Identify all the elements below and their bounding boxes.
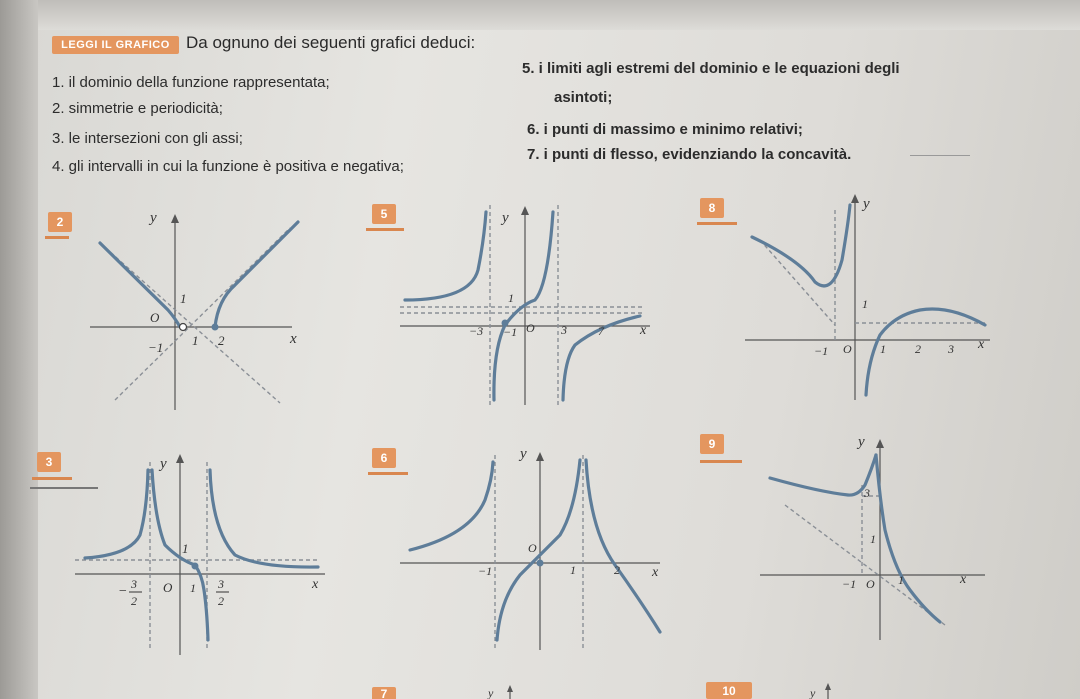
tick-label: 2 [614,563,620,577]
y-axis-label: y [502,210,509,226]
x-axis-label: x [312,577,319,592]
origin-label: O [528,541,537,555]
exercise-number-10: 10 [706,682,752,699]
y-axis-label: y [160,456,167,472]
tick-label: −1 [814,344,829,358]
instruction-item-3: 3. le intersezioni con gli assi; [52,130,243,147]
tick-label: 1 [898,573,904,587]
exercise-instructions-title: Da ognuno dei seguenti grafici deduci: [186,33,476,52]
y-axis-label: y [150,210,157,226]
tick-label: 1 [180,291,187,306]
exercise-number-9: 9 [700,434,724,454]
tick-label: 3 [561,323,567,337]
x-axis-label: x [960,572,967,587]
tick-label: −1 [478,564,493,578]
tick-label: 1 [190,581,196,595]
tick-label: 3 [864,486,870,500]
tick-label: −3 [469,324,484,338]
leggi-il-grafico-tag: LEGGI IL GRAFICO [52,36,179,54]
fraction-denominator: 2 [218,594,224,608]
origin-label: O [163,580,173,595]
fraction-minus-sign: − [118,584,128,599]
exercise-number-5: 5 [372,204,396,224]
tick-label: −1 [148,340,164,355]
y-axis-label: y [858,434,865,450]
tick-label: −1 [503,325,518,339]
origin-label: O [526,321,535,335]
tick-label: 2 [218,333,225,348]
instruction-item-5-continued: asintoti; [554,89,613,106]
tick-label: 7 [598,324,604,338]
x-axis-label: x [290,331,297,347]
tick-label: 1 [570,563,576,577]
exercise-number-8: 8 [700,198,724,218]
fraction-numerator: 3 [131,577,137,591]
instruction-item-4: 4. gli intervalli in cui la funzione è positiva e negativa; [52,158,404,175]
instruction-item-2: 2. simmetrie e periodicità; [52,100,223,117]
y-axis-label: y [488,686,494,699]
fraction-denominator: 2 [131,594,137,608]
instruction-item-1: 1. il dominio della funzione rappresentata; [52,74,330,91]
tick-label: 2 [915,342,921,356]
instruction-item-6: 6. i punti di massimo e minimo relativi; [527,121,803,138]
tick-label: 1 [880,342,886,356]
instruction-item-5: 5. i limiti agli estremi del dominio e le equazioni degli [522,60,900,77]
exercise-number-6: 6 [372,448,396,468]
origin-label: O [150,310,160,325]
exercise-number-3: 3 [37,452,61,472]
tick-label: 1 [508,291,514,305]
tick-label: 1 [182,541,189,556]
fraction-numerator: 3 [218,577,224,591]
y-axis-label: y [810,686,816,699]
exercise-number-7: 7 [372,687,396,699]
x-axis-label: x [652,565,659,580]
y-axis-label: y [863,196,870,212]
tick-label: −1 [842,577,857,591]
origin-label: O [866,577,875,591]
y-axis-label: y [520,446,527,462]
tick-label: 1 [192,333,199,348]
origin-label: O [843,342,852,356]
x-axis-label: x [978,337,985,352]
tick-label: 1 [870,532,876,546]
x-axis-label: x [640,323,647,338]
tick-label: 1 [862,297,868,311]
exercise-number-2: 2 [48,212,72,232]
instruction-item-7: 7. i punti di flesso, evidenziando la concavità. [527,146,852,163]
tick-label: 3 [948,342,954,356]
